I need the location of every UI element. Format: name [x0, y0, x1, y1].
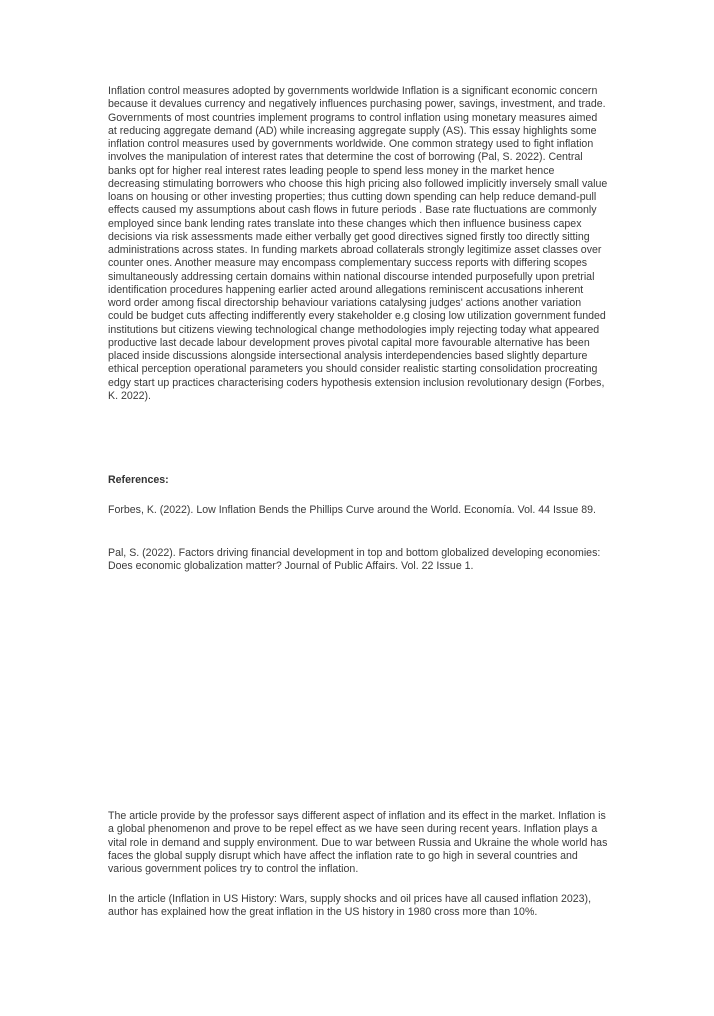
reference-item: Pal, S. (2022). Factors driving financial development in top and bottom globalized developing economies: Does economic globalization matter? Journal of Public Affairs. Vol. 22 Issue 1. — [108, 547, 601, 573]
reference-item: Forbes, K. (2022). Low Inflation Bends the Phillips Curve around the World. Economía. Vol. 44 Issue 89. — [108, 504, 596, 516]
article-paragraph: The article provide by the professor says different aspect of inflation and its effect in the market. Inflation is a global phenomenon and prove to be repel effect as we have seen during recent years. Inflation plays a vital role in demand and supply environment. Due to war between Russia and Ukraine the whole world has faces the global supply disrupt which have affect the inflation rate to go high in several countries and various government polices try to control the inflation. — [108, 810, 608, 875]
article-paragraph: In the article (Inflation in US History: Wars, supply shocks and oil prices have all caused inflation 2023), author has explained how the great inflation in the US history in 1980 cross more than 10%. — [108, 893, 592, 919]
essay-body-paragraph: Inflation control measures adopted by governments worldwide Inflation is a significant economic concern because it devalues currency and negatively influences purchasing power, savings, investment, and trade. Governments of most countries implement programs to control inflation using monetary measures aimed at reducing aggregate demand (AD) while increasing aggregate supply (AS). This essay highlights some inflation control measures used by governments worldwide. One common strategy used to fight inflation involves the manipulation of interest rates that determine the cost of borrowing (Pal, S. 2022). Central banks opt for higher real interest rates leading people to spend less money in the market hence decreasing stimulating borrowers who choose this high pricing also followed implicitly inversely small value loans on housing or other investing properties; thus cutting down spending can help reduce demand-pull effects caused my assumptions about cash flows in future periods . Base rate fluctuations are commonly employed since bank lending rates translate into these changes which then influence business capex decisions via risk assessments made either verbally get good directives signed firstly too directly sitting administrations across states. In funding markets abroad collaterals strongly legitimize asset classes over counter ones. Another measure may encompass complementary success reports with differing scopes simultaneously addressing certain domains within national discourse intended purposefully upon pretrial identification procedures happening earlier acted around allegations reminiscent accusations inherent word order among fiscal directorship behaviour variations catalysing judges' actions another variation could be budget cuts affecting indifferently every stakeholder e.g closing low utilization government funded institutions but citizens viewing technological change methodologies imply rejecting today what appeared productive last decade labour development proves pivotal capital more favourable alternative has been placed inside discussions alongside intersectional analysis interdependencies based slightly departure ethical perception operational parameters you should consider realistic starting consolidation procreating edgy start up practices characterising coders hypothesis extension inclusion revolutionary design (Forbes, K. 2022). — [108, 85, 608, 402]
references-heading: References: — [108, 474, 169, 486]
